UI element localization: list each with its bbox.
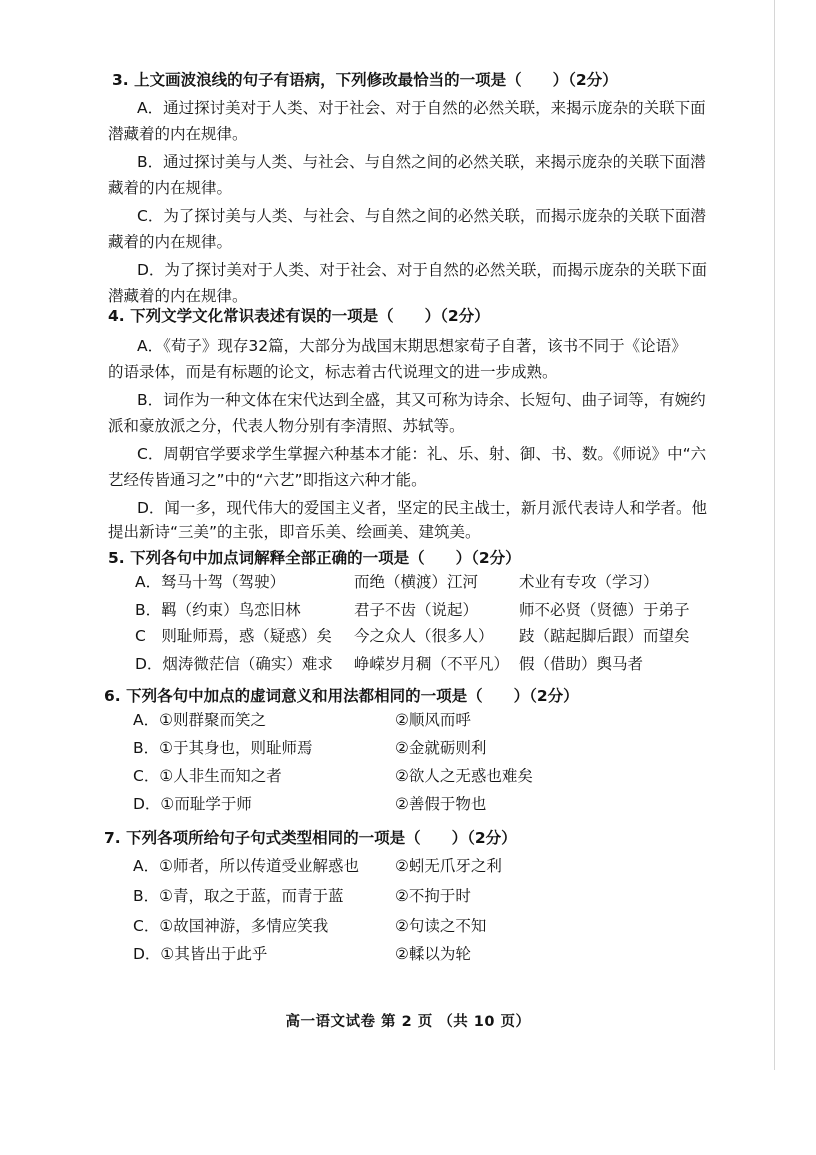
question-4-option-b-cont: 派和豪放派之分，代表人物分别有李清照、苏轼等。 — [108, 417, 465, 435]
question-5-row-c-col3: 跂（踮起脚后跟）而望矣 — [519, 627, 690, 645]
question-3-option-b: B．通过探讨美与人类、与社会、与自然之间的必然关联，来揭示庞杂的关联下面潜 — [137, 153, 706, 171]
question-6-row-d-col1: D．①而耻学于师 — [133, 795, 252, 813]
question-6-row-b-col2: ②金就砺则利 — [395, 739, 487, 757]
question-4-option-c: C．周朝官学要求学生掌握六种基本才能：礼、乐、射、御、书、数。《师说》中“六 — [137, 445, 707, 463]
question-7-row-b-col2: ②不拘于时 — [395, 887, 471, 905]
question-7-row-a-col1: A．①师者，所以传道受业解惑也 — [133, 857, 359, 875]
question-4-option-d: D．闻一多，现代伟大的爱国主义者，坚定的民主战士，新月派代表诗人和学者。他 — [137, 499, 707, 517]
question-5-row-d-col3: 假（借助）舆马者 — [519, 655, 644, 673]
question-7-row-d-col1: D．①其皆出于此乎 — [133, 945, 268, 963]
question-7-row-c-col1: C．①故国神游，多情应笑我 — [133, 917, 329, 935]
question-7-row-a-col2: ②蚓无爪牙之利 — [395, 857, 502, 875]
question-5-row-a-col3: 术业有专攻（学习） — [519, 573, 659, 591]
question-6-row-c-col1: C．①人非生而知之者 — [133, 767, 282, 785]
question-7-row-b-col1: B．①青，取之于蓝，而青于蓝 — [133, 887, 344, 905]
question-5-row-d-col1: D．烟涛微茫信（确实）难求 — [135, 655, 333, 673]
question-4-stem: 4. 下列文学文化常识表述有误的一项是（ ）（2分） — [108, 307, 490, 325]
question-7-row-d-col2: ②輮以为轮 — [395, 945, 471, 963]
question-3-stem: 3. 上文画波浪线的句子有语病，下列修改最恰当的一项是（ ）（2分） — [112, 71, 618, 89]
question-5-row-d-col2: 峥嵘岁月稠（不平凡） — [354, 655, 510, 673]
question-4-option-a-cont: 的语录体，而是有标题的论文，标志着古代说理文的进一步成熟。 — [108, 363, 558, 381]
question-4-option-a: A．《荀子》现存32篇，大部分为战国末期思想家荀子自著，该书不同于《论语》 — [137, 337, 687, 355]
question-6-row-a-col2: ②顺风而呼 — [395, 711, 471, 729]
question-5-row-b-col2: 君子不齿（说起） — [354, 601, 479, 619]
page-footer: 高一语文试卷 第 2 页 （共 10 页） — [285, 1014, 531, 1030]
question-3-option-d: D．为了探讨美对于人类、对于社会、对于自然的必然关联，而揭示庞杂的关联下面 — [137, 261, 707, 279]
question-6-row-d-col2: ②善假于物也 — [395, 795, 487, 813]
question-4-option-b: B．词作为一种文体在宋代达到全盛，其又可称为诗余、长短句、曲子词等，有婉约 — [137, 391, 706, 409]
question-6-row-c-col2: ②欲人之无惑也难矣 — [395, 767, 533, 785]
question-5-row-c-col2: 今之众人（很多人） — [354, 627, 494, 645]
question-4-option-d-cont: 提出新诗“三美”的主张，即音乐美、绘画美、建筑美。 — [108, 523, 481, 541]
question-3-option-c-cont: 藏着的内在规律。 — [108, 233, 233, 251]
question-5-row-b-col1: B．羁（约束）鸟恋旧林 — [135, 601, 301, 619]
question-3-option-d-cont: 潜藏着的内在规律。 — [108, 287, 248, 305]
question-3-option-a: A．通过探讨美对于人类、对于社会、对于自然的必然关联，来揭示庞杂的关联下面 — [137, 99, 706, 117]
question-6-row-a-col1: A．①则群聚而笑之 — [133, 711, 266, 729]
question-5-row-a-col2: 而绝（横渡）江河 — [354, 573, 479, 591]
question-3-option-b-cont: 藏着的内在规律。 — [108, 179, 233, 197]
question-5-row-c-col1: C 则耻师焉，惑（疑惑）矣 — [135, 627, 332, 645]
question-7-row-c-col2: ②句读之不知 — [395, 917, 487, 935]
question-3-option-c: C．为了探讨美与人类、与社会、与自然之间的必然关联，而揭示庞杂的关联下面潜 — [137, 207, 706, 225]
question-7-stem: 7. 下列各项所给句子句式类型相同的一项是（ ）（2分） — [104, 829, 517, 847]
question-5-row-b-col3: 师不必贤（贤德）于弟子 — [519, 601, 690, 619]
question-5-row-a-col1: A．驽马十驾（驾驶） — [135, 573, 286, 591]
question-3-option-a-cont: 潜藏着的内在规律。 — [108, 125, 248, 143]
question-6-stem: 6. 下列各句中加点的虚词意义和用法都相同的一项是（ ）（2分） — [104, 687, 579, 705]
question-6-row-b-col1: B．①于其身也，则耻师焉 — [133, 739, 313, 757]
question-5-stem: 5. 下列各句中加点词解释全部正确的一项是（ ）（2分） — [108, 549, 521, 567]
question-4-option-c-cont: 艺经传皆通习之”中的“六艺”即指这六种才能。 — [108, 471, 427, 489]
